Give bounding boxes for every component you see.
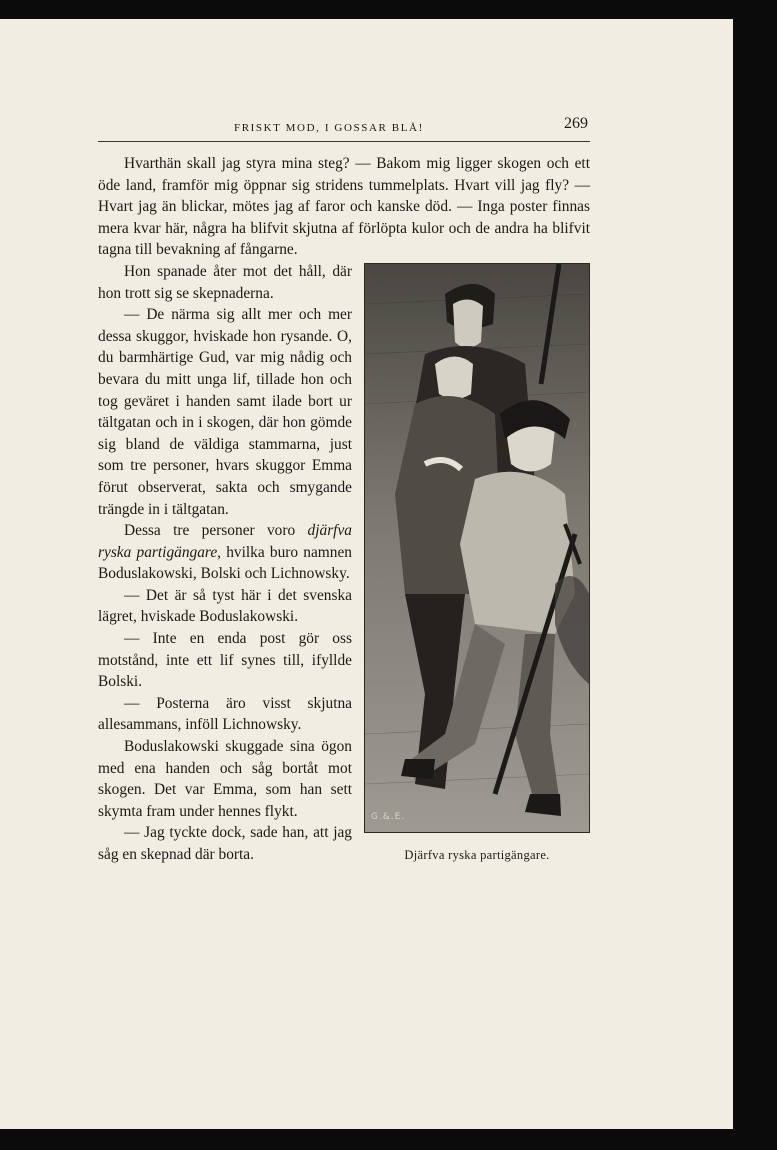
paragraph-1: Hvarthän skall jag styra mina steg? — Bakom mig ligger skogen och ett öde land, framför mig öppnar sig stridens tummelplats. Hvart vill jag fly? — Hvart jag än blickar, mötes jag af faror och kanske död. — Inga poster finnas mera kvar här, några ha blifvit skjutna af förlöpta kulor och de andra ha blifvit tagna till bevakning af fångarne. <box>98 155 590 259</box>
paragraph-5: — Det är så tyst här i det svenska lägret, hviskade Boduslakowski. <box>98 586 352 626</box>
paragraph-3: — De närma sig allt mer och mer dessa skuggor, hviskade hon rysande. O, du barmhärtige Gud, var mig nådig och bevara du mitt unga lif, tillade hon och tog geväret i handen samt ilade bort ur tältgatan och in i skogen, där hon gömde sig bland de väldiga stammarna, just som tre personer, hvars skuggor Emma förut observerat, sakta och smygande trängde in i tältgatan. <box>98 306 352 518</box>
partisans-engraving <box>365 264 589 832</box>
engraver-mark: G.&.E. <box>371 812 406 823</box>
illustration-plate <box>364 263 590 833</box>
running-head <box>98 115 590 142</box>
running-title: FRISKT MOD, I GOSSAR BLÅ! <box>234 122 424 134</box>
paragraph-4-emphasis: djärfva ryska partigängare, <box>98 522 352 561</box>
text-block <box>98 153 590 866</box>
paragraph-9: — Jag tyckte dock, sade han, att jag såg en skepnad där borta. <box>98 824 352 863</box>
illustration-figure <box>364 263 590 862</box>
illustration-caption: Djärfva ryska partigängare. <box>404 847 550 862</box>
paragraph-6: — Inte en enda post gör oss motstånd, inte ett lif synes till, ifyllde Bolski. <box>98 630 352 691</box>
page-number: 269 <box>564 115 588 132</box>
book-page <box>0 19 733 1129</box>
paragraph-7: — Posterna äro visst skjutna allesammans, inföll Lichnowsky. <box>98 694 352 734</box>
paragraph-8: Boduslakowski skuggade sina ögon med ena handen och såg bortåt mot skogen. Det var Emma, som han sett skymta fram under hennes flykt. <box>98 738 352 820</box>
paragraph-4-lead: Dessa tre personer voro <box>124 522 308 540</box>
paragraph-4-tail: hvilka buro namnen Boduslakowski, Bolski och Lichnowsky. <box>98 543 352 583</box>
paragraph-2: Hon spanade åter mot det håll, där hon trott sig se skepnaderna. <box>98 262 352 302</box>
